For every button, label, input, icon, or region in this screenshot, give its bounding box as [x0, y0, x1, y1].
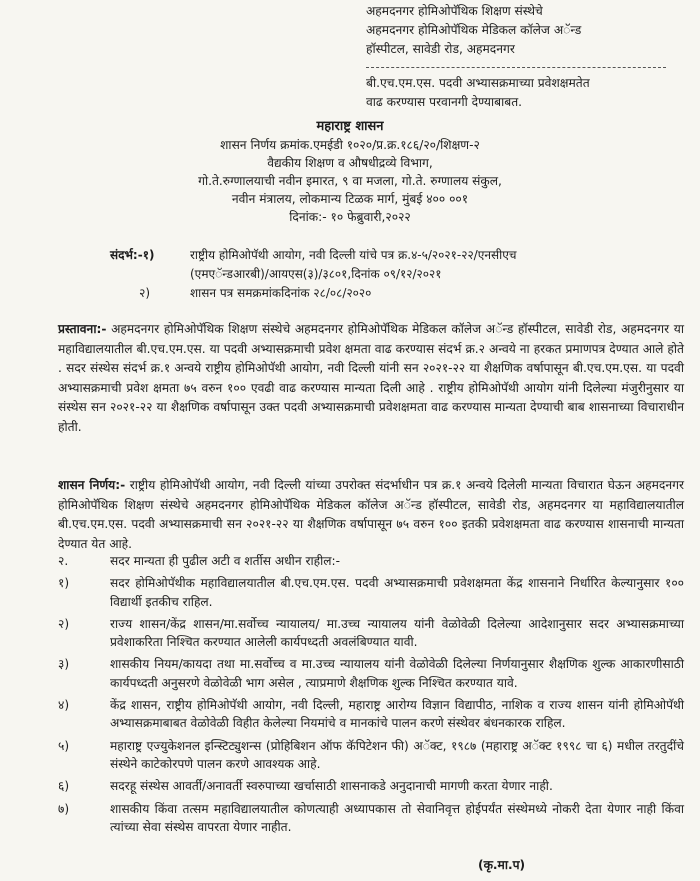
address-line-2: नवीन मंत्रालय, लोकमान्य टिळक मार्ग, मुंबई ४०० ००१ [231, 192, 469, 206]
decision-text: राष्ट्रीय होमिओपॅथी आयोग, नवी दिल्ली यांच्या उपरोक्त संदर्भाधीन पत्र क्र.१ अन्वये दिलेली मान्यता विचारात घेऊन अहमदनगर होमिओपॅथिक शिक्षण संस्थेचे अहमदनगर होमिओपॅथिक मेडिकल कॉलेज अॅन्ड हॉस्पीटल, सावेडी रोड, अहमदनगर या महाविद्यालयातील बी.एच.एम.एस. पदवी अभ्यासक्रमाची सन २०२१-२२ या शैक्षणिक वर्षापासून ७५ वरुन १०० इतकी प्रवेशक्षमता वाढ करण्यास शासनाची मान्यता देण्यात येत आहे. [58, 478, 684, 551]
subject-block [366, 2, 688, 112]
condition-item: ५) महाराष्ट्र एज्युकेशनल इन्स्टिट्युशन्स (प्रोहिबिशन ऑफ कॅपिटेशन फी) अॅक्ट, १९८७ (महाराष्ट्र अॅक्ट १९९८ चा ६) मधील तरतुदींचे संस्थेने काटेकोरपणे पालन करणे आवश्यक आहे. [58, 738, 684, 771]
subject-line-2: अहमदनगर होमिओपॅथिक मेडिकल कॉलेज अॅन्ड [366, 23, 582, 37]
subject-line-3: हॉस्पीटल, सावेडी रोड, अहमदनगर [366, 42, 515, 56]
continued-marker: (कृ.मा.प) [478, 858, 526, 872]
decision-label: शासन निर्णय:- [58, 478, 126, 492]
subject-line-4: बी.एच.एम.एस. पदवी अभ्यासक्रमाच्या प्रवेशक्षमतेत [366, 76, 590, 90]
government-title: महाराष्ट्र शासन [316, 119, 384, 134]
decision [58, 476, 684, 554]
divider [366, 67, 666, 68]
gr-number: शासन निर्णय क्रमांक.एमईडी १०२०/प्र.क्र.१८६/२०/शिक्षण-२ [220, 138, 480, 152]
condition-item: २) राज्य शासन/केंद्र शासन/मा.सर्वोच्च न्यायालय/ मा.उच्च न्यायालय यांनी वेळोवेळी दिलेल्या आदेशानुसार सदर अभ्यासक्रमाच्या प्रवेशाकरिता निश्चित करण्यात आलेली कार्यपध्दती अवलंबिण्यात यावी. [58, 616, 684, 650]
condition-item: २. सदर मान्यता ही पुढील अटी व शर्तीस अधीन राहील:- [58, 554, 341, 568]
references [110, 246, 517, 303]
conditions-list [58, 552, 684, 840]
government-heading [0, 118, 700, 226]
reference-2-label: २) [139, 286, 150, 300]
condition-item: १) सदर होमिओपॅथीक महाविद्यालयातील बी.एच.एम.एस. पदवी अभ्यासक्रमाची प्रवेशक्षमता केंद्र शासनाने निर्धारित केल्यानुसार १०० विद्यार्थी इतकीच राहिल. [58, 576, 684, 609]
gr-date: दिनांक:- १० फेब्रुवारी,२०२२ [289, 210, 411, 224]
reference-2: शासन पत्र समक्रमांकदिनांक २८/०८/२०२० [190, 286, 372, 300]
condition-item: ७) शासकीय किंवा तत्सम महाविद्यालयातील कोणत्याही अध्यापकास तो सेवानिवृत्त होईपर्यंत संस्थेमध्ये नोकरी देता येणार नाही किंवा त्यांच्या सेवा संस्थेस वापरता येणार नाहीत. [58, 801, 684, 834]
address-line-1: गो.ते.रुग्णालयाची नवीन इमारत, ९ वा मजला, गो.ते. रुग्णालय संकुल, [198, 174, 502, 188]
reference-1-line-1: राष्ट्रीय होमिओपॅथी आयोग, नवी दिल्ली यांचे पत्र क्र.४-५/२०२१-२२/एनसीएच [190, 248, 517, 262]
condition-item: ४) केंद्र शासन, राष्ट्रीय होमिओपॅथी आयोग, नवी दिल्ली, महाराष्ट्र आरोग्य विज्ञान विद्यापीठ, नाशिक व राज्य शासन यांनी होमिओपॅथी अभ्यासक्रमाबाबत वेळोवेळी विहीत केलेल्या नियमांचे व मानकांचे पालन करणे संस्थेवर बंधनकारक राहिल. [58, 698, 684, 731]
condition-item: ३) शासकीय नियम/कायदा तथा मा.सर्वोच्च व मा.उच्च न्यायालय यांनी वेळोवेळी दिलेल्या निर्णयानुसार शैक्षणिक शुल्क आकारणीसाठी कार्यपध्दती अनुसरणे वेळोवेळी भाग असेल , त्याप्रमाणे शैक्षणिक शुल्क निश्चित करण्यात यावे. [58, 657, 684, 690]
preamble-text: अहमदनगर होमिओपॅथिक शिक्षण संस्थेचे अहमदनगर होमिओपॅथिक मेडिकल कॉलेज अॅन्ड हॉस्पीटल, सावेडी रोड, अहमदनगर या महाविद्यालयातील बी.एच.एम.एस. या पदवी अभ्यासक्रमाची प्रवेश क्षमता वाढ करण्यास संदर्भ क्र.२ अन्वये ना हरकत प्रमाणपत्र देण्यात आले होते . सदर संस्थेस संदर्भ क्र.१ अन्वये राष्ट्रीय होमिओपॅथी आयोग, नवी दिल्ली यांनी सन २०२१-२२ या शैक्षणिक वर्षापासून बी.एच.एम.एस. या पदवी अभ्यासक्रमाची प्रवेश क्षमता ७५ वरुन १०० एवढी वाढ करण्यास मान्यता दिली आहे . राष्ट्रीय होमिओपॅथी आयोग यांनी दिलेल्या मंजुरीनुसार या संस्थेस सन २०२१-२२ या शैक्षणिक वर्षापासून उक्त पदवी अभ्यासक्रमाची प्रवेशक्षमता वाढ करण्यास मान्यता देण्याची बाब शासनाच्या विचाराधीन होती. [58, 322, 684, 434]
preamble [58, 320, 684, 437]
subject-line-5: वाढ करण्यास परवानगी देण्याबाबत. [366, 95, 523, 109]
subject-line-1: अहमदनगर होमिओपॅथिक शिक्षण संस्थेचे [366, 4, 543, 18]
department: वैद्यकीय शिक्षण व औषधीद्रव्ये विभाग, [267, 156, 433, 170]
reference-label: संदर्भ:-१) [110, 248, 155, 262]
condition-item: ६) सदरहू संस्थेस आवर्ती/अनावर्ती स्वरुपाच्या खर्चासाठी शासनाकडे अनुदानाची मागणी करता येणार नाही. [58, 779, 553, 794]
preamble-label: प्रस्तावना:- [58, 322, 107, 336]
reference-1-line-2: (एमएॅन्डआरबी)/आयएस(३)/३८०१,दिनांक ०९/१२/२०२१ [190, 267, 442, 281]
